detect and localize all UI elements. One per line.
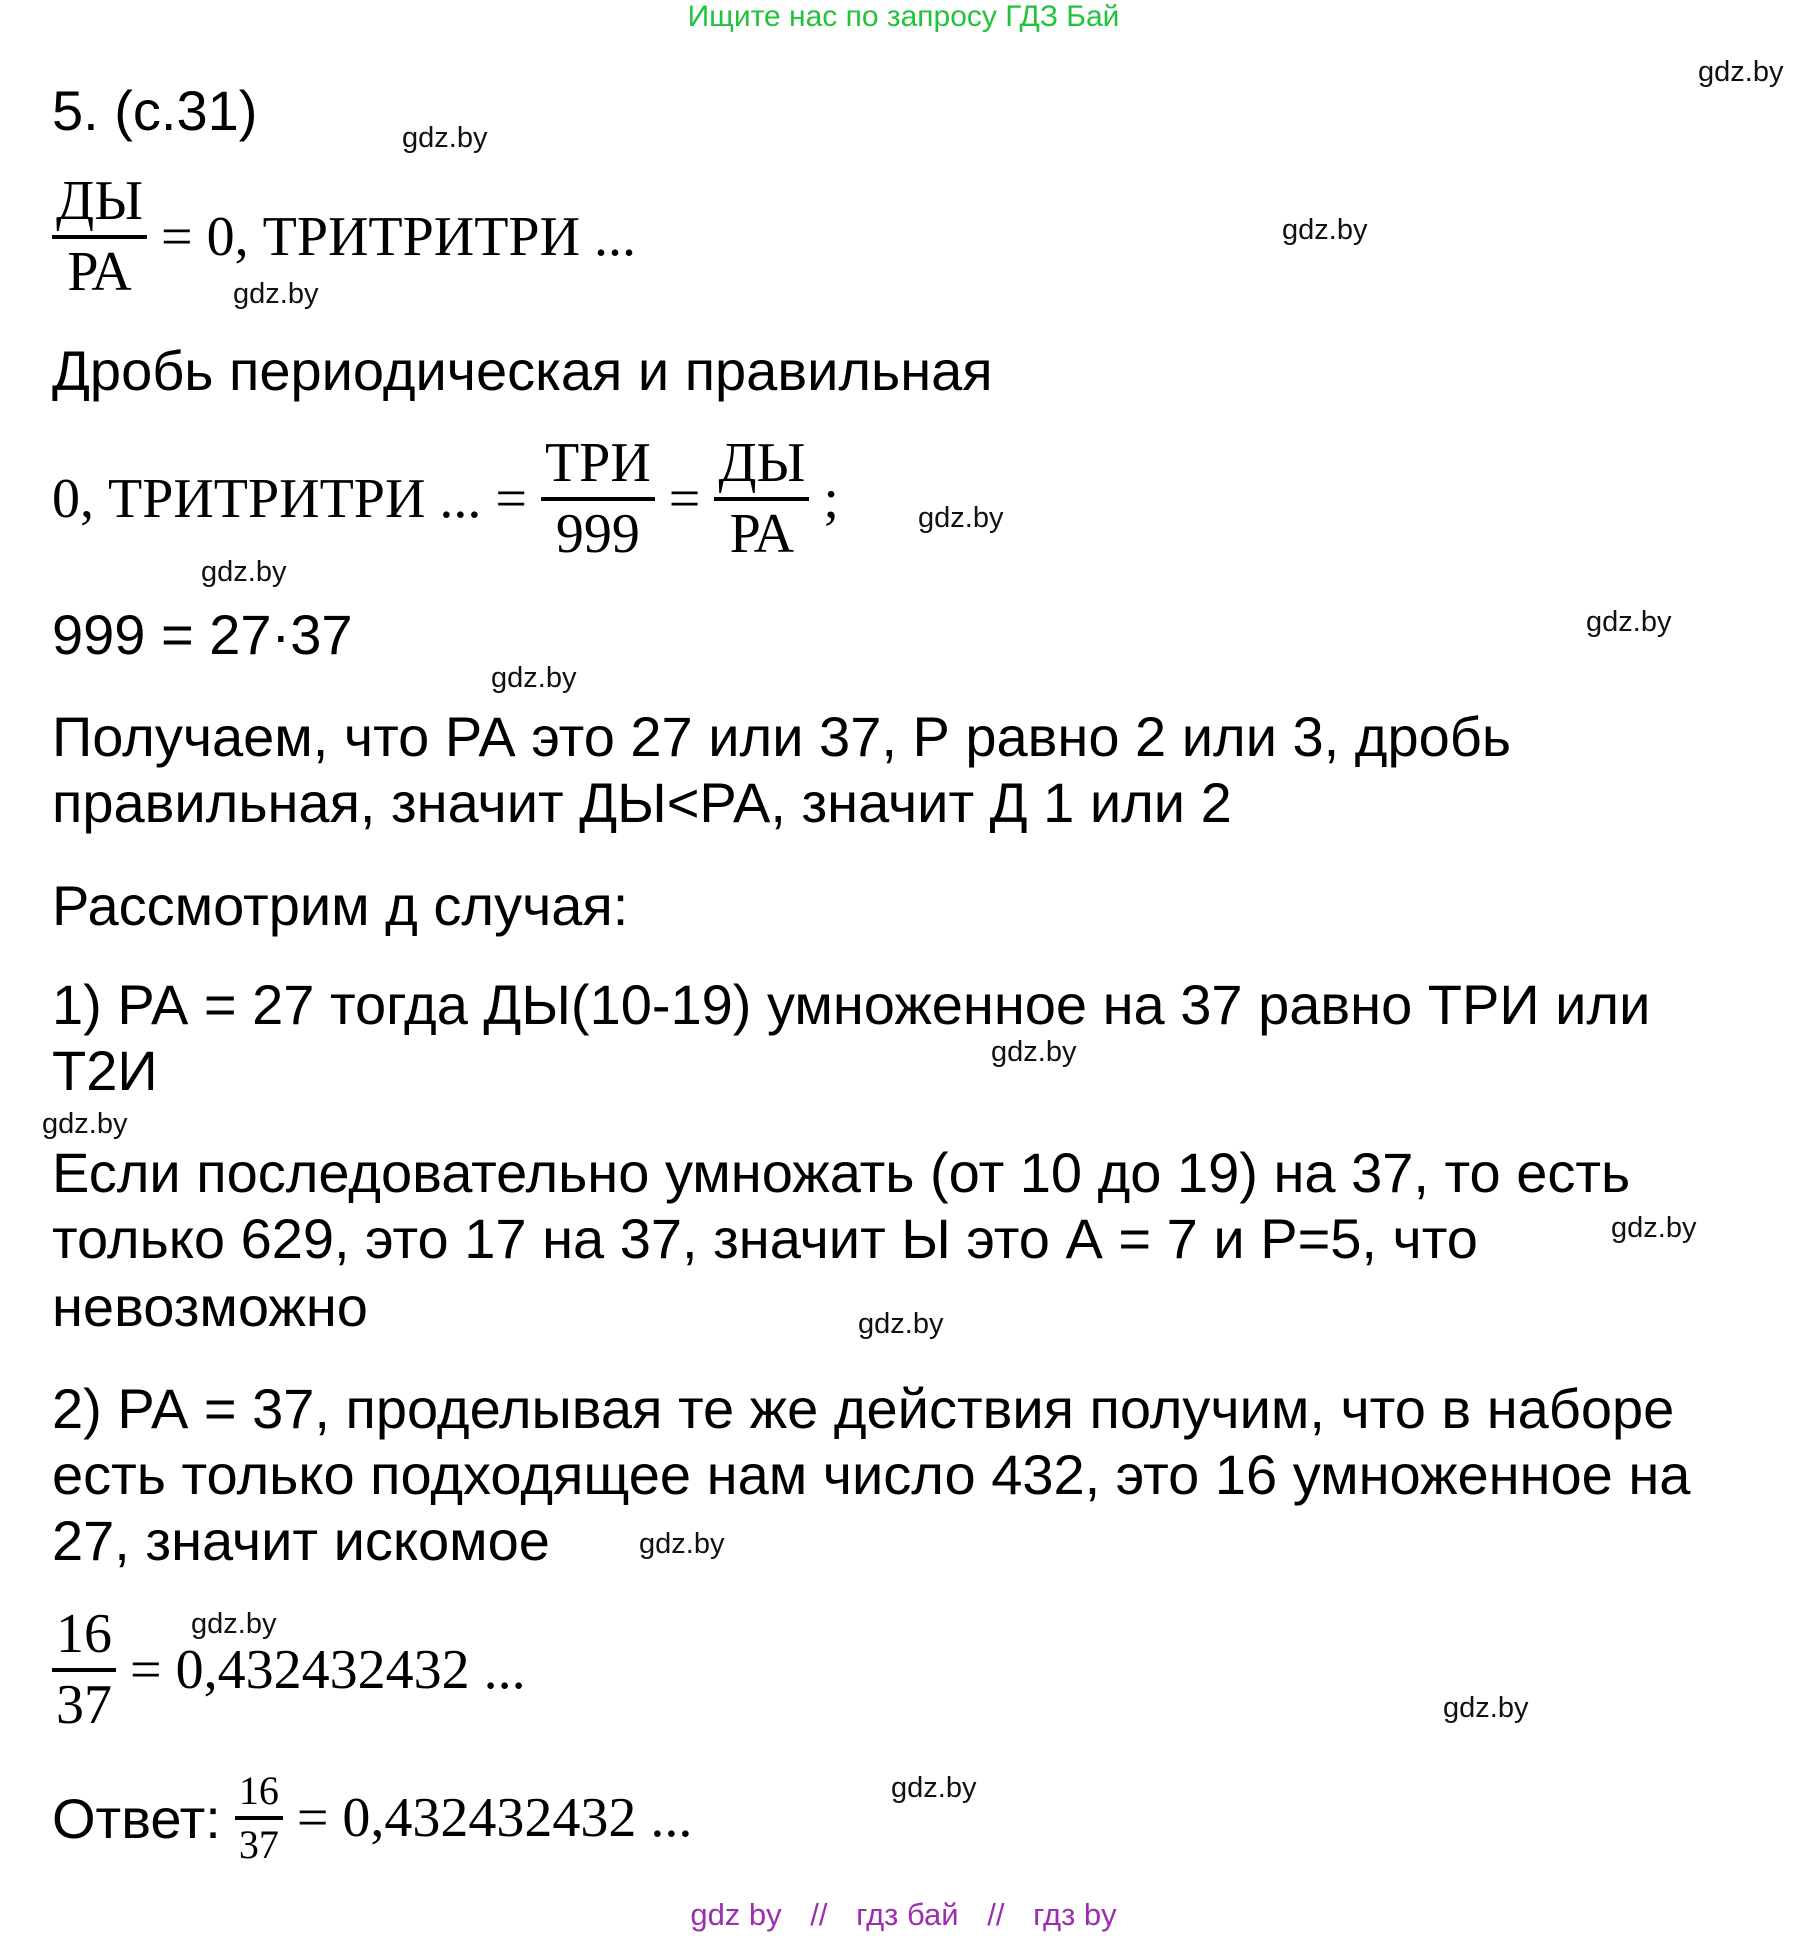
paragraph-5-line-2: есть только подходящее нам число 432, это 16 умноженное на (52, 1443, 1691, 1506)
watermark: gdz.by (1586, 606, 1672, 638)
footer-separator: // (810, 1897, 828, 1932)
equation-rhs: = 0,432432432 ... (130, 1638, 526, 1701)
watermark: gdz.by (918, 502, 1004, 534)
fraction-numerator: 16 (235, 1770, 283, 1820)
paragraph-4-line-1: Если последовательно умножать (от 10 до 19) на 37, то есть (52, 1141, 1631, 1204)
fraction-numerator: ДЫ (52, 172, 147, 239)
top-banner: Ищите нас по запросу ГДЗ Бай (687, 0, 1120, 33)
paragraph-3-line-1: 1) РА = 27 тогда ДЫ(10-19) умноженное на 37 равно ТРИ или (52, 973, 1651, 1036)
watermark: gdz.by (891, 1772, 977, 1804)
watermark: gdz.by (1282, 214, 1368, 246)
answer-fraction (235, 1770, 283, 1866)
watermark: gdz.by (201, 556, 287, 588)
footer-link-gdz-by[interactable]: gdz by (690, 1897, 782, 1932)
footer-link-gdz-by-2[interactable]: гдз by (1033, 1897, 1117, 1932)
watermark: gdz.by (1443, 1692, 1529, 1724)
semicolon: ; (823, 467, 839, 530)
watermark: gdz.by (1611, 1212, 1697, 1244)
equation-lhs: 0, ТРИТРИТРИ ... = (52, 467, 527, 530)
equals-sign: = (668, 467, 701, 530)
equation-3 (52, 1605, 540, 1735)
fraction-numerator: ДЫ (714, 434, 809, 501)
fraction-denominator: 999 (555, 502, 640, 565)
fraction-tri-999 (541, 434, 655, 564)
watermark: gdz.by (991, 1036, 1077, 1068)
watermark: gdz.by (639, 1528, 725, 1560)
line-999: 999 = 27·37 (52, 603, 353, 666)
answer-rhs: = 0,432432432 ... (296, 1787, 693, 1849)
fraction-denominator: РА (67, 240, 132, 303)
equation-rhs: = 0, ТРИТРИТРИ ... (161, 205, 637, 268)
fraction-dy-ra (714, 434, 809, 564)
watermark: gdz.by (491, 662, 577, 694)
answer-label: Ответ: (52, 1786, 221, 1850)
paragraph-2: Рассмотрим д случая: (52, 874, 629, 937)
footer-links (0, 1897, 1807, 1933)
footer-separator: // (987, 1897, 1005, 1932)
paragraph-4-line-2: только 629, это 17 на 37, значит Ы это А = 7 и Р=5, что (52, 1207, 1478, 1270)
paragraph-1-line-1: Получаем, что РА это 27 или 37, Р равно 2 или 3, дробь (52, 705, 1512, 768)
answer-line (52, 1770, 706, 1866)
watermark: gdz.by (233, 278, 319, 310)
watermark: gdz.by (858, 1308, 944, 1340)
fraction-dy-ra (52, 172, 147, 302)
watermark: gdz.by (1698, 56, 1784, 88)
watermark: gdz.by (402, 122, 488, 154)
fraction-16-37 (52, 1605, 116, 1735)
paragraph-5-line-3: 27, значит искомое (52, 1509, 550, 1572)
equation-2 (52, 434, 853, 564)
watermark: gdz.by (42, 1108, 128, 1140)
paragraph-1-line-2: правильная, значит ДЫ<РА, значит Д 1 или 2 (52, 771, 1232, 834)
paragraph-3-line-2: Т2И (52, 1039, 158, 1102)
task-title: 5. (с.31) (52, 79, 258, 142)
line-periodic: Дробь периодическая и правильная (52, 339, 993, 402)
equation-1 (52, 172, 650, 302)
watermark: gdz.by (191, 1608, 277, 1640)
fraction-denominator: РА (729, 502, 795, 565)
footer-link-gdz-bai[interactable]: гдз бай (856, 1897, 959, 1932)
fraction-numerator: ТРИ (541, 434, 655, 501)
fraction-denominator: 37 (238, 1822, 279, 1867)
paragraph-5-line-1: 2) РА = 37, проделывая те же действия получим, что в наборе (52, 1377, 1675, 1440)
paragraph-4-line-3: невозможно (52, 1275, 368, 1338)
fraction-denominator: 37 (56, 1673, 112, 1736)
fraction-numerator: 16 (52, 1605, 116, 1672)
